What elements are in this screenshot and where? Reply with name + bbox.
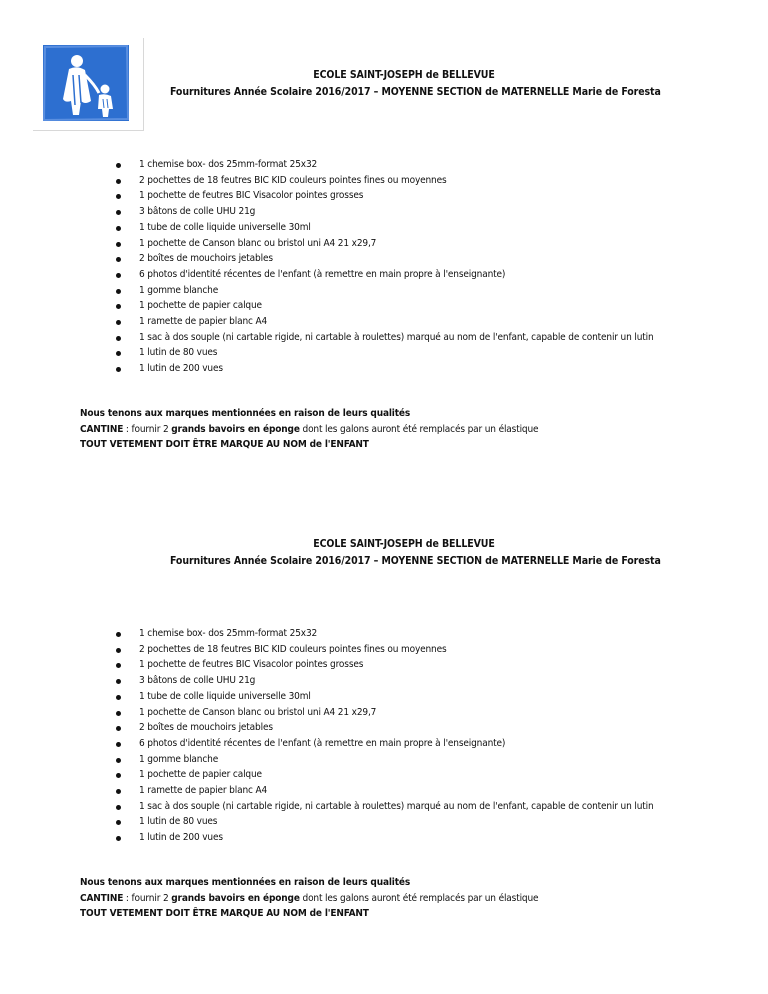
list-item: 2 pochettes de 18 feutres BIC KID couleurs pointes fines ou moyennes xyxy=(0,173,654,189)
list-item: 1 pochette de papier calque xyxy=(0,767,654,783)
cantine-note: CANTINE : fournir 2 grands bavoirs en éponge dont les galons auront été remplacés par un élastique xyxy=(80,892,539,904)
cantine-note: CANTINE : fournir 2 grands bavoirs en éponge dont les galons auront été remplacés par un élastique xyxy=(80,423,539,435)
list-subtitle: Fournitures Année Scolaire 2016/2017 – MOYENNE SECTION de MATERNELLE Marie de Foresta xyxy=(170,86,661,98)
bullet-icon xyxy=(116,758,121,763)
school-title: ECOLE SAINT-JOSEPH de BELLEVUE xyxy=(313,69,495,81)
bullet-icon xyxy=(116,273,121,278)
bullet-icon xyxy=(116,632,121,637)
notes-block xyxy=(80,406,538,453)
bullet-icon xyxy=(116,695,121,700)
bullet-icon xyxy=(116,820,121,825)
list-item: 1 lutin de 80 vues xyxy=(0,345,654,361)
list-item: 1 lutin de 80 vues xyxy=(0,814,654,830)
bullet-icon xyxy=(116,304,121,309)
list-subtitle: Fournitures Année Scolaire 2016/2017 – MOYENNE SECTION de MATERNELLE Marie de Foresta xyxy=(170,555,661,567)
list-item: 1 pochette de feutres BIC Visacolor pointes grosses xyxy=(0,657,654,673)
bullet-icon xyxy=(116,711,121,716)
list-item: 6 photos d'identité récentes de l'enfant (à remettre en main propre à l'enseignante) xyxy=(0,736,654,752)
bullet-icon xyxy=(116,257,121,262)
list-item: 1 pochette de feutres BIC Visacolor pointes grosses xyxy=(0,188,654,204)
list-item: 1 gomme blanche xyxy=(0,283,654,299)
list-item: 3 bâtons de colle UHU 21g xyxy=(0,673,654,689)
bullet-icon xyxy=(116,320,121,325)
bullet-icon xyxy=(116,336,121,341)
list-item: 1 lutin de 200 vues xyxy=(0,361,654,377)
supply-list xyxy=(0,157,654,377)
bullet-icon xyxy=(116,679,121,684)
clothing-note: TOUT VETEMENT DOIT ÊTRE MARQUE AU NOM de l'ENFANT xyxy=(80,908,369,919)
list-item: 2 boîtes de mouchoirs jetables xyxy=(0,251,654,267)
list-item: 1 chemise box- dos 25mm-format 25x32 xyxy=(0,626,654,642)
clothing-note: TOUT VETEMENT DOIT ÊTRE MARQUE AU NOM de l'ENFANT xyxy=(80,439,369,450)
list-item: 1 lutin de 200 vues xyxy=(0,830,654,846)
bullet-icon xyxy=(116,226,121,231)
supply-list xyxy=(0,626,654,846)
list-item: 3 bâtons de colle UHU 21g xyxy=(0,204,654,220)
list-item: 1 ramette de papier blanc A4 xyxy=(0,314,654,330)
list-item: 1 pochette de papier calque xyxy=(0,298,654,314)
school-title: ECOLE SAINT-JOSEPH de BELLEVUE xyxy=(313,538,495,550)
section-header xyxy=(170,67,661,101)
list-item: 1 chemise box- dos 25mm-format 25x32 xyxy=(0,157,654,173)
bullet-icon xyxy=(116,805,121,810)
list-item: 1 pochette de Canson blanc ou bristol uni A4 21 x29,7 xyxy=(0,705,654,721)
list-item: 2 boîtes de mouchoirs jetables xyxy=(0,720,654,736)
list-item: 6 photos d'identité récentes de l'enfant (à remettre en main propre à l'enseignante) xyxy=(0,267,654,283)
list-item: 1 tube de colle liquide universelle 30ml xyxy=(0,689,654,705)
bullet-icon xyxy=(116,163,121,168)
bullet-icon xyxy=(116,367,121,372)
bullet-icon xyxy=(116,648,121,653)
bullet-icon xyxy=(116,789,121,794)
list-item: 1 gomme blanche xyxy=(0,752,654,768)
list-item: 1 ramette de papier blanc A4 xyxy=(0,783,654,799)
bullet-icon xyxy=(116,773,121,778)
bullet-icon xyxy=(116,836,121,841)
brands-note: Nous tenons aux marques mentionnées en raison de leurs qualités xyxy=(80,408,411,419)
bullet-icon xyxy=(116,210,121,215)
list-item: 1 sac à dos souple (ni cartable rigide, ni cartable à roulettes) marqué au nom de l'enfant, capable de contenir un lutin xyxy=(0,330,654,346)
bullet-icon xyxy=(116,242,121,247)
bullet-icon xyxy=(116,742,121,747)
list-item: 1 pochette de Canson blanc ou bristol uni A4 21 x29,7 xyxy=(0,236,654,252)
bullet-icon xyxy=(116,289,121,294)
school-logo-icon xyxy=(43,45,129,121)
bullet-icon xyxy=(116,663,121,668)
list-item: 1 sac à dos souple (ni cartable rigide, ni cartable à roulettes) marqué au nom de l'enfant, capable de contenir un lutin xyxy=(0,799,654,815)
notes-block xyxy=(80,875,538,922)
bullet-icon xyxy=(116,726,121,731)
bullet-icon xyxy=(116,351,121,356)
bullet-icon xyxy=(116,194,121,199)
brands-note: Nous tenons aux marques mentionnées en raison de leurs qualités xyxy=(80,877,411,888)
list-item: 1 tube de colle liquide universelle 30ml xyxy=(0,220,654,236)
bullet-icon xyxy=(116,179,121,184)
list-item: 2 pochettes de 18 feutres BIC KID couleurs pointes fines ou moyennes xyxy=(0,642,654,658)
section-header xyxy=(170,536,661,570)
